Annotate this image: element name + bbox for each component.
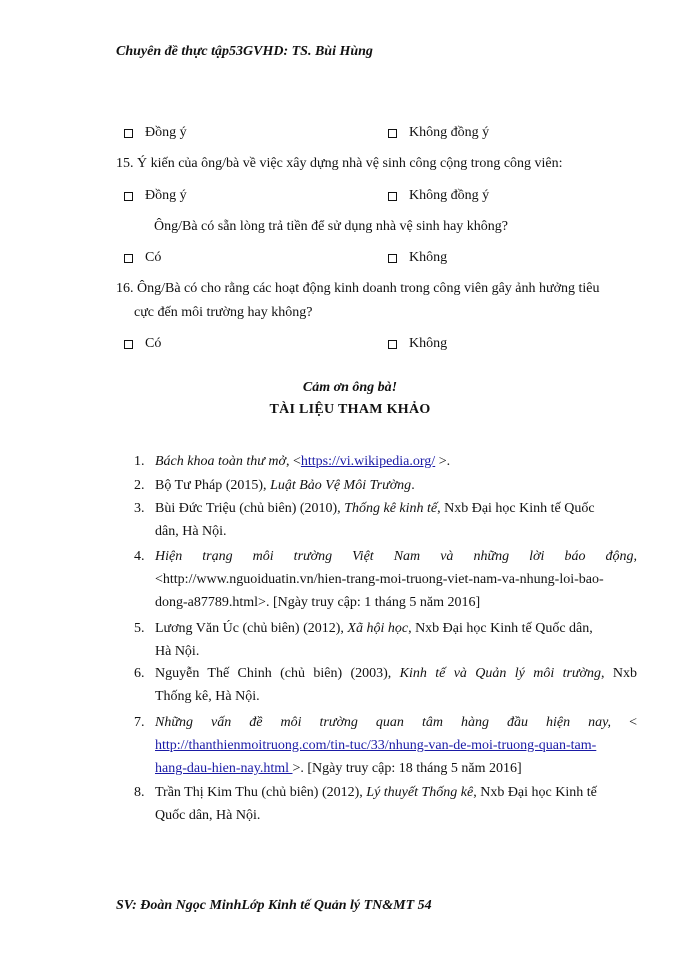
reference-text: , Nxb Đại học Kinh tế Quốc (437, 501, 595, 516)
page-footer: SV: Đoàn Ngọc MinhLớp Kinh tế Quản lý TN&MT 54 (116, 898, 432, 913)
reference-8-line2: Quốc dân, Hà Nội. (155, 808, 261, 823)
option-label: Có (145, 250, 162, 265)
q15-option-agree[interactable] (124, 188, 187, 204)
question-15: 15. Ý kiến của ông/bà về việc xây dựng nhà vệ sinh công cộng trong công viên: (116, 156, 563, 171)
reference-link[interactable]: http://thanthienmoitruong.com/tin-tuc/33/nhung-van-de-moi-truong-quan-tam- (155, 738, 597, 753)
reference-title: Những vấn đề môi trường quan tâm hàng đầu hiện nay, (155, 715, 612, 730)
reference-5-num: 5. (134, 621, 145, 636)
checkbox-icon[interactable] (388, 254, 397, 263)
reference-text: , Nxb Đại học Kinh tế (473, 785, 597, 800)
reference-title: Thống kê kinh tế (344, 501, 438, 516)
reference-4 (155, 549, 637, 565)
reference-4-line2: <http://www.nguoiduatin.vn/hien-trang-moi-truong-viet-nam-va-nhung-loi-bao- (155, 572, 604, 587)
reference-text: , < (285, 454, 301, 469)
reference-1 (155, 454, 450, 470)
option-label: Đồng ý (145, 125, 187, 140)
page-header: Chuyên đề thực tập53GVHD: TS. Bùi Hùng (116, 44, 373, 59)
checkbox-icon[interactable] (388, 192, 397, 201)
reference-link[interactable]: hang-dau-hien-nay.html (155, 761, 293, 776)
reference-6-num: 6. (134, 666, 145, 681)
q16-option-yes[interactable] (124, 336, 161, 352)
reference-title: Lý thuyết Thống kê (366, 785, 474, 800)
reference-author: Bùi Đức Triệu (chủ biên) (2010), (155, 501, 345, 516)
reference-3-num: 3. (134, 501, 145, 516)
reference-text: , Nxb (601, 666, 637, 681)
reference-7-link-line1[interactable] (155, 738, 596, 754)
reference-text: . (411, 478, 415, 493)
reference-author: Bộ Tư Pháp (2015), (155, 478, 271, 493)
option-label: Có (145, 336, 162, 351)
reference-7-line3 (155, 761, 522, 777)
reference-title: Xã hội học (347, 621, 409, 636)
checkbox-icon[interactable] (388, 340, 397, 349)
reference-author: Lương Văn Úc (chủ biên) (2012), (155, 621, 348, 636)
references-title: TÀI LIỆU THAM KHẢO (269, 402, 431, 417)
reference-5 (155, 621, 593, 637)
reference-text: , Nxb Đại học Kinh tế Quốc dân, (408, 621, 593, 636)
reference-6-line2: Thống kê, Hà Nội. (155, 689, 260, 704)
checkbox-icon[interactable] (124, 340, 133, 349)
reference-title: Hiện trạng môi trường Việt Nam và những lời báo động, (155, 549, 637, 564)
option-label: Đồng ý (145, 188, 187, 203)
reference-3 (155, 501, 595, 517)
option-label: Không đồng ý (409, 188, 490, 203)
reference-7 (155, 715, 637, 731)
question-15-sub: Ông/Bà có sẵn lòng trả tiền để sử dụng nhà vệ sinh hay không? (154, 219, 509, 234)
reference-author: Nguyễn Thế Chinh (chủ biên) (2003), (155, 666, 400, 681)
reference-8-num: 8. (134, 785, 145, 800)
reference-8 (155, 785, 597, 801)
reference-6 (155, 666, 637, 682)
reference-2-num: 2. (134, 478, 145, 493)
reference-link[interactable]: https://vi.wikipedia.org/ (300, 454, 436, 469)
q15-option-disagree[interactable] (388, 188, 489, 204)
reference-7-num: 7. (134, 715, 145, 730)
checkbox-icon[interactable] (124, 254, 133, 263)
q15-sub-option-yes[interactable] (124, 250, 161, 266)
reference-4-line3: dong-a87789.html>. [Ngày truy cập: 1 tháng 5 năm 2016] (155, 595, 481, 610)
reference-text: < (611, 715, 637, 730)
reference-3-line2: dân, Hà Nội. (155, 524, 227, 539)
question-16-line1: 16. Ông/Bà có cho rằng các hoạt động kinh doanh trong công viên gây ảnh hưởng tiêu (116, 281, 600, 296)
checkbox-icon[interactable] (124, 129, 133, 138)
reference-title: Kinh tế và Quản lý môi trường (399, 666, 602, 681)
reference-title: Luật Bảo Vệ Môi Trường (270, 478, 412, 493)
reference-author: Trần Thị Kim Thu (chủ biên) (2012), (155, 785, 367, 800)
checkbox-icon[interactable] (124, 192, 133, 201)
option-label: Không (409, 250, 448, 265)
option-label: Không (409, 336, 448, 351)
reference-5-line2: Hà Nội. (155, 644, 200, 659)
reference-text: >. [Ngày truy cập: 18 tháng 5 năm 2016] (292, 761, 522, 776)
q14-option-disagree[interactable] (388, 125, 489, 141)
question-16-line2: cực đến môi trường hay không? (134, 305, 313, 320)
reference-1-num: 1. (134, 454, 145, 469)
checkbox-icon[interactable] (388, 129, 397, 138)
reference-4-num: 4. (134, 549, 145, 564)
q16-option-no[interactable] (388, 336, 447, 352)
reference-2 (155, 478, 415, 494)
thanks-text: Cảm ơn ông bà! (302, 380, 398, 395)
q15-sub-option-no[interactable] (388, 250, 447, 266)
reference-text: >. (435, 454, 451, 469)
reference-title: Bách khoa toàn thư mở (155, 454, 286, 469)
q14-option-agree[interactable] (124, 125, 187, 141)
option-label: Không đồng ý (409, 125, 490, 140)
